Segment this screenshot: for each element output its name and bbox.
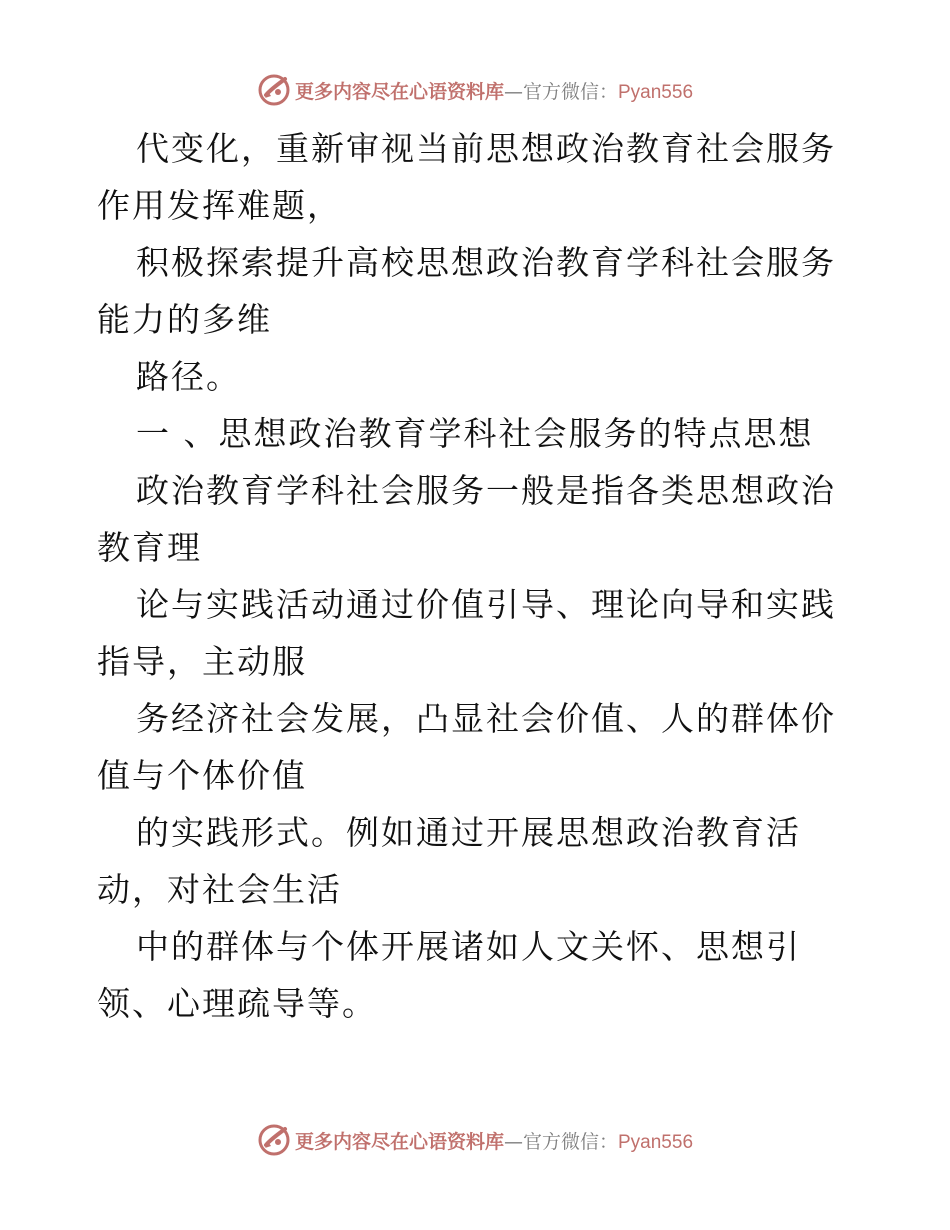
section-heading: 一 、思想政治教育学科社会服务的特点思想 — [136, 414, 814, 453]
watermark-sub-text: 官方微信： — [522, 1130, 618, 1153]
document-body — [97, 120, 867, 1032]
header-watermark — [0, 70, 950, 110]
watermark-dash: — — [503, 1130, 523, 1153]
paragraph: 政治教育学科社会服务一般是指各类思想政治教育理 — [97, 471, 836, 567]
paragraph: 积极探索提升高校思想政治教育学科社会服务能力的多维 — [97, 243, 836, 339]
watermark-sub-text: 官方微信： — [522, 80, 618, 103]
watermark-dash: — — [503, 80, 523, 103]
paragraph: 务经济社会发展，凸显社会价值、人的群体价值与个体价值 — [97, 699, 836, 795]
paragraph: 论与实践活动通过价值引导、理论向导和实践指导，主动服 — [97, 585, 836, 681]
watermark-main-text: 更多内容尽在心语资料库 — [294, 1130, 504, 1153]
watermark-main-text: 更多内容尽在心语资料库 — [294, 80, 504, 103]
paragraph: 路径。 — [136, 357, 241, 396]
watermark-wechat-id: Pyan556 — [618, 81, 694, 103]
paragraph: 中的群体与个体开展诸如人文关怀、思想引领、心理疏导等。 — [97, 927, 801, 1023]
paragraph: 代变化，重新审视当前思想政治教育社会服务作用发挥难题， — [97, 129, 836, 225]
watermark-wechat-id: Pyan556 — [618, 1131, 694, 1153]
pen-logo-icon — [257, 73, 291, 107]
paragraph: 的实践形式。例如通过开展思想政治教育活动，对社会生活 — [97, 813, 801, 909]
pen-logo-icon — [257, 1123, 291, 1157]
footer-watermark — [0, 1120, 950, 1160]
